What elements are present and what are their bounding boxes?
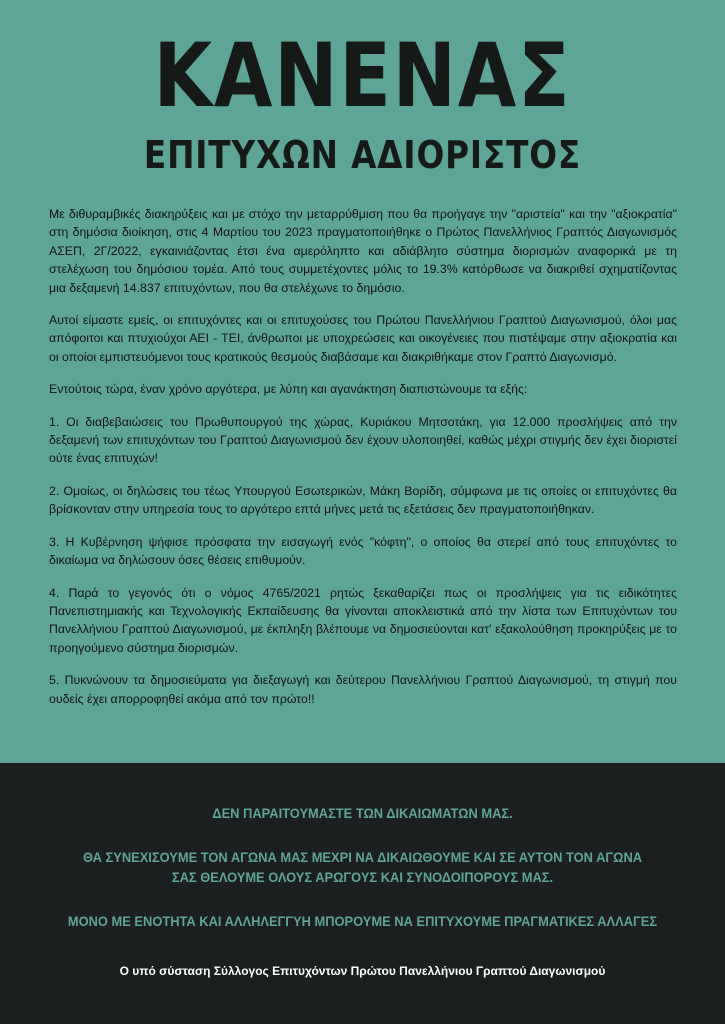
paragraph-point-2: 2. Ομοίως, οι δηλώσεις του τέως Υπουργού Εσωτερικών, Μάκη Βορίδη, σύμφωνα με τις οποίες οι επιτυχόντες θα βρίσκονταν στην υπηρεσία τους το αργότερο επτά μήνες μετά τις εξετάσεις δεν πραγματοποιήθηκαν. bbox=[49, 483, 677, 517]
paragraph-point-5: 5. Πυκνώνουν τα δημοσιεύματα για διεξαγωγή και δεύτερου Πανελλήνιου Γραπτού Διαγωνισμού, τη στιγμή που ουδείς έχει απορροφηθεί ακόμα από τον πρώτο!! bbox=[49, 673, 677, 706]
body-text bbox=[49, 205, 677, 722]
paragraph-point-3: 3. Η Κυβέρνηση ψήφισε πρόσφατα την εισαγωγή ενός "κόφτη", ο οποίος θα στερεί από τους επιτυχόντες το δικαίωμα να δηλώσουν όσες θέσεις επιθυμούν. bbox=[49, 534, 677, 568]
subheadline: ΕΠΙΤΥΧΩΝ ΑΔΙΟΡΙΣΤΟΣ bbox=[143, 133, 582, 177]
signature: Ο υπό σύσταση Σύλλογος Επιτυχόντων Πρώτου Πανελλήνιου Γραπτού Διαγωνισμού bbox=[119, 964, 606, 978]
paragraph-who-we-are: Αυτοί είμαστε εμείς, οι επιτυχόντες και οι επιτυχούσες του Πρώτου Πανελλήνιου Γραπτού Διαγωνισμού, όλοι μας απόφοιτοι και πτυχιούχοι ΑΕΙ - ΤΕΙ, άνθρωποι με υποχρεώσεις και οικογένειες που πιστέψαμε στην αξιοκρατία και οι οποίοι εμπιστευόμενοι τους κρατικούς θεσμούς διαβάσαμε και διακριθήκαμε στον Γραπτό Διαγωνισμό. bbox=[49, 313, 677, 364]
paragraph-intro: Με διθυραμβικές διακηρύξεις και με στόχο την μεταρρύθμιση που θα προήγαγε την "αριστεία" και την "αξιοκρατία" στη δημόσια διοίκηση, στις 4 Μαρτίου του 2023 πραγματοποιήθηκε ο Πρώτος Πανελλήνιος Γραπτός Διαγωνισμός ΑΣΕΠ, 2Γ/2022, εγκαινιάζοντας έτσι ένα αμερόληπτο και αδιάβλητο σύστημα διορισμών αναφορικά με τη στελέχωση του δημόσιου τομέα. Από τους συμμετέχοντες μόλις το 19.3% κατόρθωσε να διακριθεί σχηματίζοντας μια δεξαμενή 14.837 επιτυχόντων, που θα στελέχωνε το δημόσιο. bbox=[49, 207, 677, 295]
closing-line-struggle-1: ΘΑ ΣΥΝΕΧΙΣΟΥΜΕ ΤΟΝ ΑΓΩΝΑ ΜΑΣ ΜΕΧΡΙ ΝΑ ΔΙΚΑΙΩΘΟΥΜΕ ΚΑΙ ΣΕ ΑΥΤΟΝ ΤΟΝ ΑΓΩΝΑ bbox=[82, 849, 643, 865]
closing-statements bbox=[0, 803, 725, 931]
paragraph-point-1: 1. Οι διαβεβαιώσεις του Πρωθυπουργού της χώρας, Κυριάκου Μητσοτάκη, για 12.000 προσλήψεις από την δεξαμενή των επιτυχόντων του Γραπτού Διαγωνισμού δεν έχουν υλοποιηθεί, καθώς μέχρι στιγμής δεν έχει διοριστεί ούτε ένας επιτυχών! bbox=[49, 414, 677, 466]
paragraph-findings-intro: Εντούτοις τώρα, έναν χρόνο αργότερα, με λύπη και αγανάκτηση διαπιστώνουμε τα εξής: bbox=[49, 382, 528, 397]
closing-line-struggle-2: ΣΑΣ ΘΕΛΟΥΜΕ ΟΛΟΥΣ ΑΡΩΓΟΥΣ ΚΑΙ ΣΥΝΟΔΟΙΠΟΡΟΥΣ ΜΑΣ. bbox=[171, 869, 554, 885]
closing-line-unity: ΜΟΝΟ ΜΕ ΕΝΟΤΗΤΑ ΚΑΙ ΑΛΛΗΛΕΓΓΥΗ ΜΠΟΡΟΥΜΕ ΝΑ ΕΠΙΤΥΧΟΥΜΕ ΠΡΑΓΜΑΤΙΚΕΣ ΑΛΛΑΓΕΣ bbox=[67, 913, 658, 929]
headline: ΚΑΝΕΝΑΣ bbox=[153, 24, 572, 127]
paragraph-point-4: 4. Παρά το γεγονός ότι ο νόμος 4765/2021 ρητώς ξεκαθαρίζει πως οι προσλήψεις για τις ειδικότητες Πανεπιστημιακής και Τεχνολογικής Εκπαίδευσης θα γίνονται αποκλειστικά από την λίστα των Επιτυχόντων του Πανελλήνιου Γραπτού Διαγωνισμού, με έκπληξη βλέπουμε να δημοσιεύονται κατ' εξακολούθηση προκηρύξεις με το προηγούμενο σύστημα διορισμών. bbox=[49, 585, 677, 655]
closing-line-rights: ΔΕΝ ΠΑΡΑΙΤΟΥΜΑΣΤΕ ΤΩΝ ΔΙΚΑΙΩΜΑΤΩΝ ΜΑΣ. bbox=[212, 805, 513, 821]
